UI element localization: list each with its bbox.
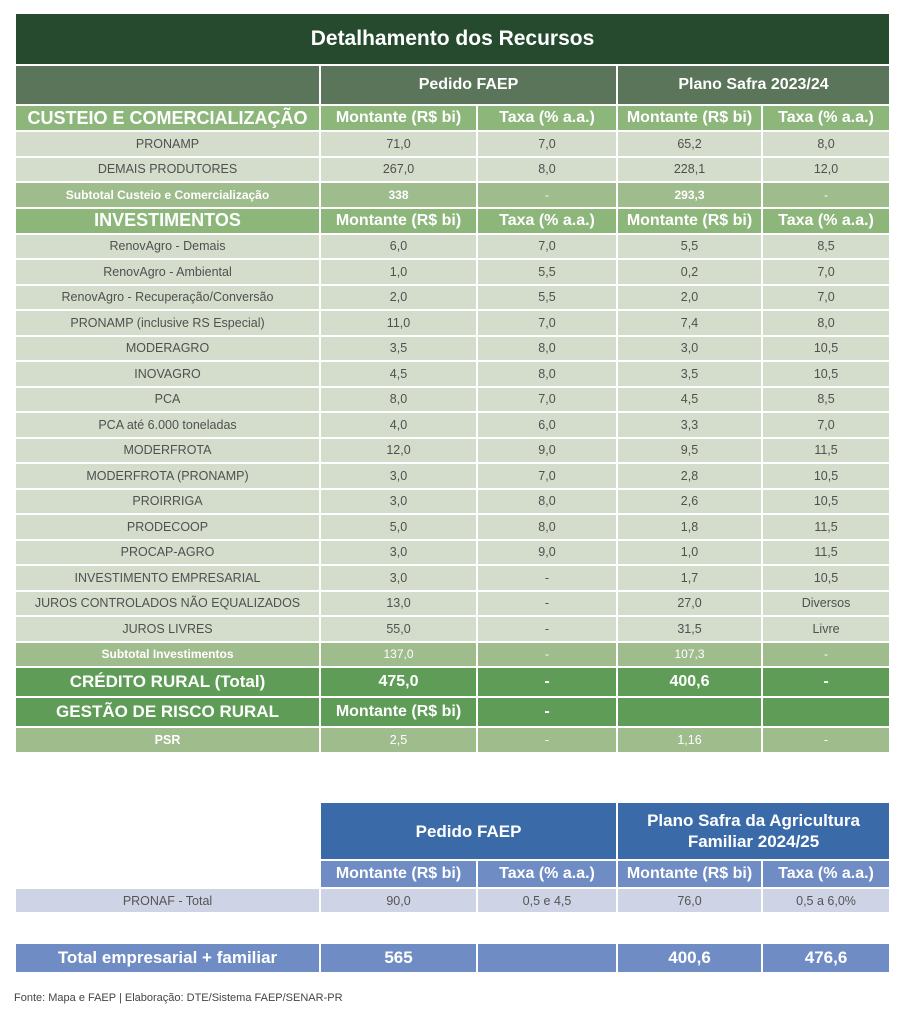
cell-value: 267,0 [320,157,477,183]
cell-value: 76,0 [617,888,762,913]
row-label: PRONAMP (inclusive RS Especial) [15,310,320,336]
cell-value: 228,1 [617,157,762,183]
col-label: Taxa (% a.a.) [477,105,617,131]
col-label: Taxa (% a.a.) [477,208,617,234]
section-investimentos-title: INVESTIMENTOS [15,208,320,234]
table-row [15,591,890,617]
col-label: Montante (R$ bi) [320,208,477,234]
table-row [15,489,890,515]
cell-value: 1,16 [617,727,762,753]
row-label: PROCAP-AGRO [15,540,320,566]
cell-value: 12,0 [762,157,890,183]
col-label: Taxa (% a.a.) [477,860,617,888]
cell-value: 71,0 [320,131,477,157]
subtotal-row-investimentos [15,642,890,668]
table-row [15,285,890,311]
subtotal-value: - [477,182,617,208]
cell-value: - [477,591,617,617]
table-row [15,259,890,285]
col-label: Montante (R$ bi) [320,697,477,727]
cell-value: 1,8 [617,514,762,540]
table-row [15,412,890,438]
cell-value: 8,0 [762,131,890,157]
section-custeio-title: CUSTEIO E COMERCIALIZAÇÃO [15,105,320,131]
cell-value: 6,0 [477,412,617,438]
total-value: 475,0 [320,667,477,697]
cell-value: 11,5 [762,540,890,566]
col-label: Montante (R$ bi) [320,860,477,888]
table-row [15,131,890,157]
cell-value: 1,0 [320,259,477,285]
cell-value: - [762,727,890,753]
subtotal-value: 137,0 [320,642,477,668]
table-row [15,336,890,362]
cell-value: 3,3 [617,412,762,438]
row-label: MODERAGRO [15,336,320,362]
col-label: Montante (R$ bi) [617,860,762,888]
cell-value: 7,0 [762,412,890,438]
cell-value: 6,0 [320,234,477,260]
cell-value: 12,0 [320,438,477,464]
source-note: Fonte: Mapa e FAEP | Elaboração: DTE/Sistema FAEP/SENAR-PR [14,992,343,1004]
cell-value: 0,5 e 4,5 [477,888,617,913]
cell-value: 2,6 [617,489,762,515]
table-row [15,540,890,566]
group-header-plano-safra: Plano Safra 2023/24 [617,65,890,105]
spacer [15,913,890,943]
table-row [15,463,890,489]
total-label: CRÉDITO RURAL (Total) [15,667,320,697]
cell-value: 2,0 [617,285,762,311]
col-label: Taxa (% a.a.) [762,208,890,234]
row-label: PCA até 6.000 toneladas [15,412,320,438]
row-label: PRONAMP [15,131,320,157]
table-row [15,157,890,183]
total-value: 400,6 [617,667,762,697]
row-label: RenovAgro - Demais [15,234,320,260]
cell-value: 3,0 [320,489,477,515]
cell-value: 3,5 [320,336,477,362]
group-header-plano-safra-familiar: Plano Safra da Agricultura Familiar 2024/25 [617,802,890,860]
cell-value: 31,5 [617,616,762,642]
cell-value: 7,4 [617,310,762,336]
psr-row [15,727,890,753]
subtotal-value: - [762,642,890,668]
cell-value: 8,5 [762,387,890,413]
cell-value: 3,0 [320,463,477,489]
pronaf-row [15,888,890,913]
cell-value: 1,7 [617,565,762,591]
cell-value: 5,5 [617,234,762,260]
col-label: - [477,697,617,727]
col-label: Montante (R$ bi) [320,105,477,131]
table-title: Detalhamento dos Recursos [15,13,890,65]
psr-label: PSR [15,727,320,753]
row-label: PRONAF - Total [15,888,320,913]
credito-rural-total-row [15,667,890,697]
cell-value: 10,5 [762,463,890,489]
cell-value: 4,0 [320,412,477,438]
row-label: RenovAgro - Ambiental [15,259,320,285]
cell-value: 7,0 [477,234,617,260]
subtotal-value: 338 [320,182,477,208]
cell-value: 4,5 [617,387,762,413]
col-label: Montante (R$ bi) [617,105,762,131]
subtotal-label: Subtotal Custeio e Comercialização [15,182,320,208]
group-header-pedido: Pedido FAEP [320,802,617,860]
cell-value: 2,0 [320,285,477,311]
familiar-table [14,801,891,974]
cell-value: 10,5 [762,489,890,515]
cell-value: 8,0 [477,514,617,540]
cell-value: 5,0 [320,514,477,540]
total-label: Total empresarial + familiar [15,943,320,973]
cell-value: 7,0 [762,259,890,285]
cell-value: 10,5 [762,361,890,387]
cell-value: 65,2 [617,131,762,157]
table-row [15,234,890,260]
total-value: 400,6 [617,943,762,973]
cell-value: 3,0 [617,336,762,362]
col-label: Montante (R$ bi) [617,208,762,234]
cell-value: 9,5 [617,438,762,464]
cell-value: 8,0 [320,387,477,413]
cell-value: 8,0 [477,157,617,183]
table-row [15,361,890,387]
subtotal-value: - [762,182,890,208]
subtotal-value: 293,3 [617,182,762,208]
total-value: - [477,667,617,697]
cell-value: 7,0 [477,310,617,336]
resources-table-container [14,12,889,754]
cell-value: 7,0 [762,285,890,311]
cell-value: 11,5 [762,438,890,464]
total-value: - [762,667,890,697]
cell-value: - [477,565,617,591]
col-label: Taxa (% a.a.) [762,860,890,888]
cell-value: Diversos [762,591,890,617]
row-label: MODERFROTA (PRONAMP) [15,463,320,489]
cell-value: 0,5 a 6,0% [762,888,890,913]
subtotal-value: - [477,642,617,668]
cell-value: 8,5 [762,234,890,260]
row-label: INVESTIMENTO EMPRESARIAL [15,565,320,591]
cell-value: 2,5 [320,727,477,753]
cell-value: 3,5 [617,361,762,387]
cell-value: 10,5 [762,565,890,591]
cell-value: 5,5 [477,285,617,311]
total-empresarial-familiar-row [15,943,890,973]
cell-value: 10,5 [762,336,890,362]
cell-value: 27,0 [617,591,762,617]
row-label: PROIRRIGA [15,489,320,515]
cell-value: 7,0 [477,387,617,413]
group-header-pedido: Pedido FAEP [320,65,617,105]
header-empty-cell [15,802,320,860]
row-label: JUROS CONTROLADOS NÃO EQUALIZADOS [15,591,320,617]
cell-value: 7,0 [477,131,617,157]
row-label: DEMAIS PRODUTORES [15,157,320,183]
subtotal-label: Subtotal Investimentos [15,642,320,668]
cell-value: 0,2 [617,259,762,285]
table-row [15,310,890,336]
cell-value: 7,0 [477,463,617,489]
familiar-table-container [14,801,889,974]
table-row [15,514,890,540]
cell-value: - [477,616,617,642]
total-value: 476,6 [762,943,890,973]
row-label: INOVAGRO [15,361,320,387]
cell-value: 4,5 [320,361,477,387]
cell-value: 1,0 [617,540,762,566]
row-label: JUROS LIVRES [15,616,320,642]
subtotal-row-custeio [15,182,890,208]
subtotal-value: 107,3 [617,642,762,668]
cell-value: 3,0 [320,565,477,591]
header-empty-cell [15,860,320,888]
total-value: 565 [320,943,477,973]
table-row [15,387,890,413]
cell-value: 11,0 [320,310,477,336]
cell-value: 8,0 [762,310,890,336]
cell-value: 11,5 [762,514,890,540]
cell-value: 55,0 [320,616,477,642]
cell-value: 3,0 [320,540,477,566]
gestao-risco-header-row [15,697,890,727]
cell-value: 9,0 [477,438,617,464]
cell-value: 8,0 [477,336,617,362]
row-label: PCA [15,387,320,413]
cell-value: 5,5 [477,259,617,285]
cell-value: 9,0 [477,540,617,566]
col-label: Taxa (% a.a.) [762,105,890,131]
section-gestao-title: GESTÃO DE RISCO RURAL [15,697,320,727]
row-label: RenovAgro - Recuperação/Conversão [15,285,320,311]
table-row [15,438,890,464]
cell-value: 13,0 [320,591,477,617]
row-label: MODERFROTA [15,438,320,464]
cell-value: 90,0 [320,888,477,913]
table-row [15,616,890,642]
header-empty-cell [15,65,320,105]
cell-value: Livre [762,616,890,642]
cell-value: - [477,727,617,753]
total-value [477,943,617,973]
row-label: PRODECOOP [15,514,320,540]
resources-table [14,12,891,754]
cell-value: 8,0 [477,361,617,387]
empty-cell [762,697,890,727]
table-row [15,565,890,591]
cell-value: 8,0 [477,489,617,515]
empty-cell [617,697,762,727]
cell-value: 2,8 [617,463,762,489]
